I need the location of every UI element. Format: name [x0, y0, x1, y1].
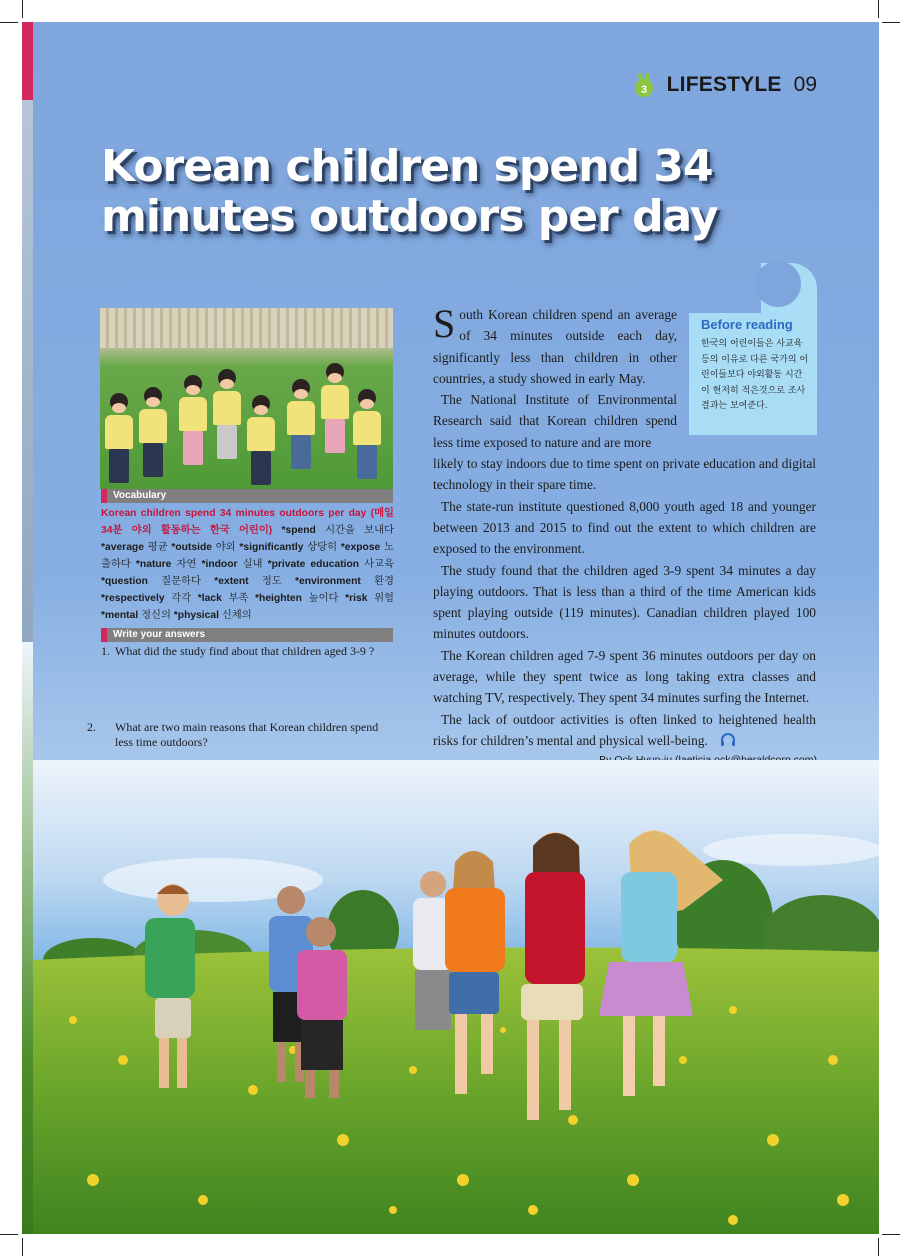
page-number: 09: [793, 73, 817, 96]
article-body: [433, 301, 816, 751]
hand-peace-icon: [629, 70, 659, 100]
vocabulary-label: Vocabulary: [101, 489, 393, 503]
vocabulary-entries: [101, 525, 394, 621]
vocab-meaning: 위험: [374, 593, 394, 604]
crop-mark: [0, 1234, 18, 1235]
vocab-word: *question: [101, 576, 162, 587]
paragraph-5: The Korean children aged 7-9 spent 36 minutes outdoors per day on average, while they spent twice as long taking extra classes and watching TV, respectively. They spent 34 minutes surfing the Internet.: [433, 647, 816, 706]
vocab-meaning: 신체의: [221, 610, 252, 621]
question-1: 1. What did the study find about that children aged 3-9 ?: [101, 644, 375, 658]
crop-mark: [878, 0, 879, 18]
page-edge-photo-bleed: [22, 642, 33, 1234]
vocab-word: *physical: [170, 610, 222, 621]
vocab-word: *lack: [191, 593, 229, 604]
vocab-word: *spend: [281, 525, 326, 536]
before-reading-text: 한국의 어린이들은 사교육 등의 이유로 다른 국가의 어린이들보다 야외활동 시간이 현저히 적은것으로 조사결과는 보여준다.: [701, 339, 809, 411]
vocab-meaning: 야외: [215, 542, 236, 553]
crop-mark: [22, 1238, 23, 1256]
vocab-meaning: 사교육: [364, 559, 394, 570]
vocab-word: *expose: [337, 542, 385, 553]
drop-cap: S: [433, 301, 456, 346]
paragraph-2b: likely to stay indoors due to time spent on private education and digital technology in their spare time.: [433, 456, 816, 493]
fence-background: [100, 308, 393, 348]
vocab-meaning: 실내: [242, 559, 263, 570]
vocab-meaning: 상당히: [307, 542, 338, 553]
paragraph-6: The lack of outdoor activities is often linked to heightened health risks for children’s mental and physical well-being.: [433, 711, 816, 748]
vocab-meaning: 평균: [147, 542, 168, 553]
vocab-meaning: 노출하다: [101, 542, 394, 570]
page-edge-accent: [22, 22, 33, 642]
vocab-word: *heighten: [248, 593, 309, 604]
paragraph-4: The study found that the children aged 3-9 spent 34 minutes a day playing outdoors. That is less than a third of the time American kids spent playing outside (119 minutes). Canadian children played 100 minutes outdoors.: [433, 562, 816, 642]
article-headline: Korean children spend 34 minutes outdoors per day: [101, 141, 718, 242]
headphones-icon[interactable]: [712, 732, 728, 746]
vocab-meaning: 시간을 보내다: [325, 525, 394, 536]
question-2: 2. What are two main reasons that Korean children spend less time outdoors?: [87, 720, 379, 749]
vocab-meaning: 정신의: [141, 610, 171, 621]
vocab-word: *nature: [130, 559, 177, 570]
crop-mark: [22, 0, 23, 18]
answers-label: Write your answers: [101, 628, 393, 642]
section-name: LIFESTYLE: [666, 73, 782, 96]
vocab-meaning: 환경: [374, 576, 394, 587]
vocab-meaning: 높이다: [308, 593, 339, 604]
children-running-photo: [100, 308, 393, 489]
vocab-word: *outside: [167, 542, 216, 553]
children-meadow-photo: [33, 760, 879, 1234]
before-reading-title: Before reading: [701, 317, 793, 332]
vocab-word: *mental: [101, 610, 142, 621]
vocab-word: *risk: [338, 593, 375, 604]
crop-mark: [882, 1234, 900, 1235]
vocabulary-headline: Korean children spend 34 minutes outdoors per day (매일 34분 야외 활동하는 한국 어린이): [101, 508, 394, 536]
vocab-word: *private education: [262, 559, 365, 570]
vocab-meaning: 질문하다: [161, 576, 201, 587]
vocab-word: *respectively: [101, 593, 172, 604]
crop-mark: [0, 22, 18, 23]
crop-mark: [878, 1238, 879, 1256]
vocab-meaning: 부족: [228, 593, 249, 604]
vocab-word: *environment: [281, 576, 375, 587]
vocab-meaning: 정도: [261, 576, 282, 587]
paragraph-3: The state-run institute questioned 8,000 youth aged 18 and younger between 2013 and 2015 to find out the extent to which children are exposed to the environment.: [433, 498, 816, 557]
vocab-word: *average: [101, 542, 148, 553]
paragraph-2a: The National Institute of Environmental Research said that Korean children spend less time exposed to nature and are more: [433, 392, 677, 450]
svg-text:3: 3: [640, 84, 647, 96]
vocab-word: *indoor: [196, 559, 243, 570]
vocab-word: *significantly: [235, 542, 308, 553]
vocab-meaning: 각각: [171, 593, 192, 604]
vocab-meaning: 자연: [176, 559, 197, 570]
vocab-word: *extent: [200, 576, 262, 587]
vocabulary-list: [101, 505, 394, 624]
section-header: [629, 70, 817, 100]
crop-mark: [882, 22, 900, 23]
paragraph-1: South Korean children spend an average of 34 minutes outside each day, significantly less than children in other countries, a study showed in early May.: [433, 301, 677, 386]
